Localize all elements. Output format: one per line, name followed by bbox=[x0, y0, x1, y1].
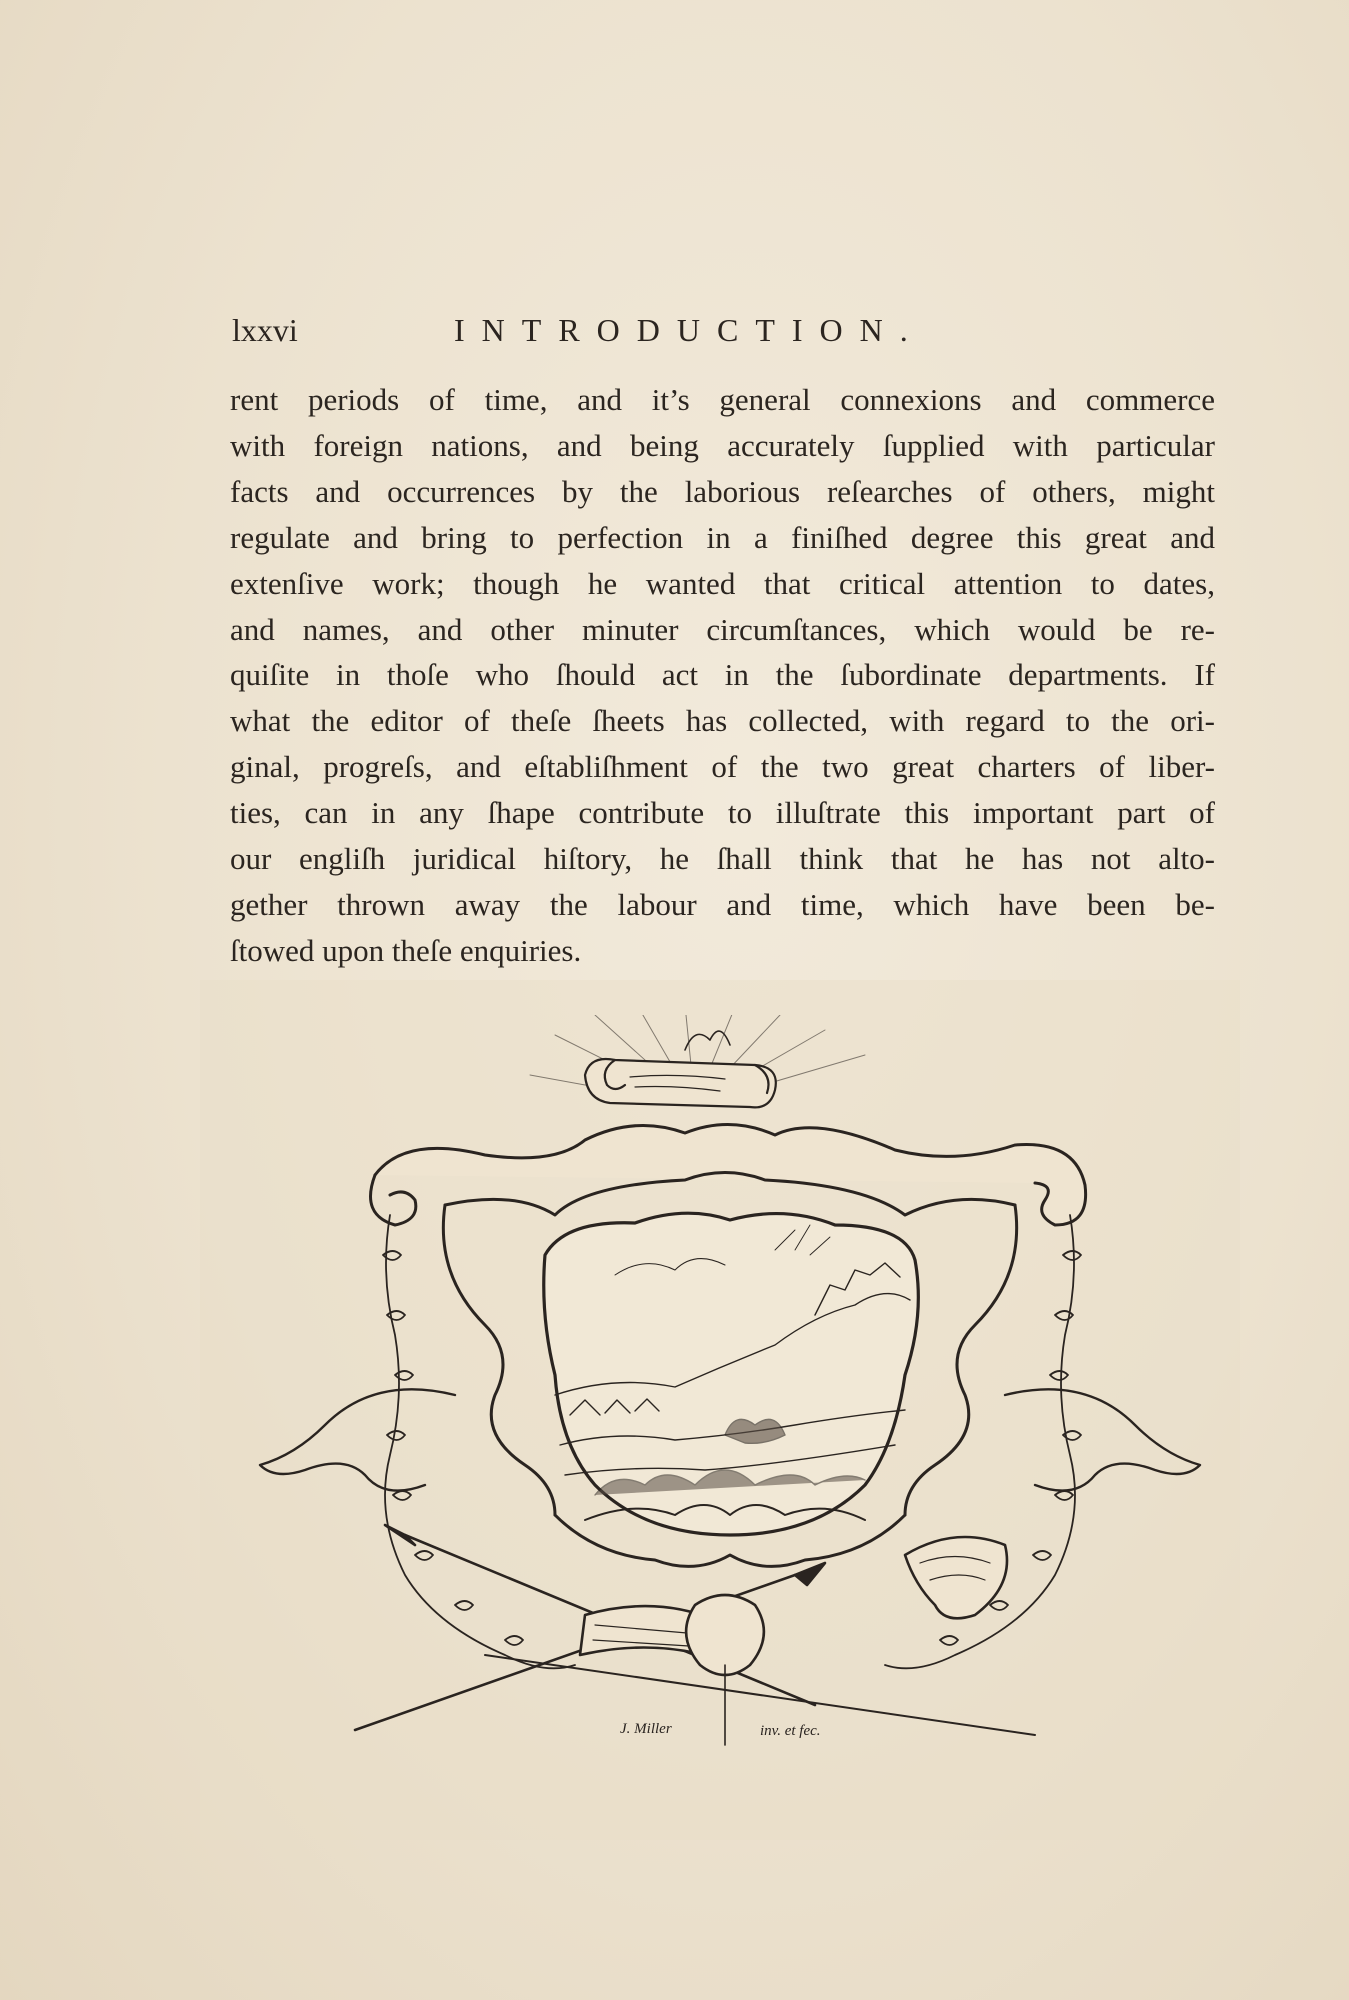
text-line: quiſite in thoſe who ſhould act in the ſubordinate departments. If bbox=[230, 657, 1215, 693]
text-line: with foreign nations, and being accurately ſupplied with particular bbox=[230, 427, 1215, 463]
trophy-of-arms bbox=[355, 1525, 1035, 1745]
text-line: ſtowed upon theſe enquiries. bbox=[230, 932, 582, 968]
engraver-signature: J. Miller bbox=[620, 1721, 672, 1737]
scroll-ornament bbox=[585, 1031, 776, 1107]
cartouche-engraving bbox=[255, 1015, 1205, 1785]
text-line: facts and occurrences by the laborious reſearches of others, might bbox=[230, 473, 1215, 509]
running-title: INTRODUCTION. bbox=[454, 312, 925, 348]
text-line: our engliſh juridical hiſtory, he ſhall think that he has not alto- bbox=[230, 841, 1215, 877]
engraver-credit: inv. et fec. bbox=[760, 1723, 821, 1739]
text-line: extenſive work; though he wanted that critical attention to dates, bbox=[230, 565, 1215, 601]
cartouche-frame bbox=[371, 1124, 1086, 1566]
text-line: what the editor of theſe ſheets has collected, with regard to the ori- bbox=[230, 703, 1215, 739]
body-paragraph bbox=[230, 377, 1215, 974]
text-line: regulate and bring to perfection in a finiſhed degree this great and bbox=[230, 519, 1215, 555]
text-line: ginal, progreſs, and eſtabliſhment of the two great charters of liber- bbox=[230, 749, 1215, 785]
page-number: lxxvi bbox=[232, 312, 298, 348]
text-line: and names, and other minuter circumſtances, which would be re- bbox=[230, 611, 1215, 647]
text-line: ties, can in any ſhape contribute to illuſtrate this important part of bbox=[230, 795, 1215, 831]
page-header bbox=[232, 312, 1212, 362]
text-line: gether thrown away the labour and time, which have been be- bbox=[230, 886, 1215, 922]
text-line: rent periods of time, and it’s general connexions and commerce bbox=[230, 382, 1215, 417]
